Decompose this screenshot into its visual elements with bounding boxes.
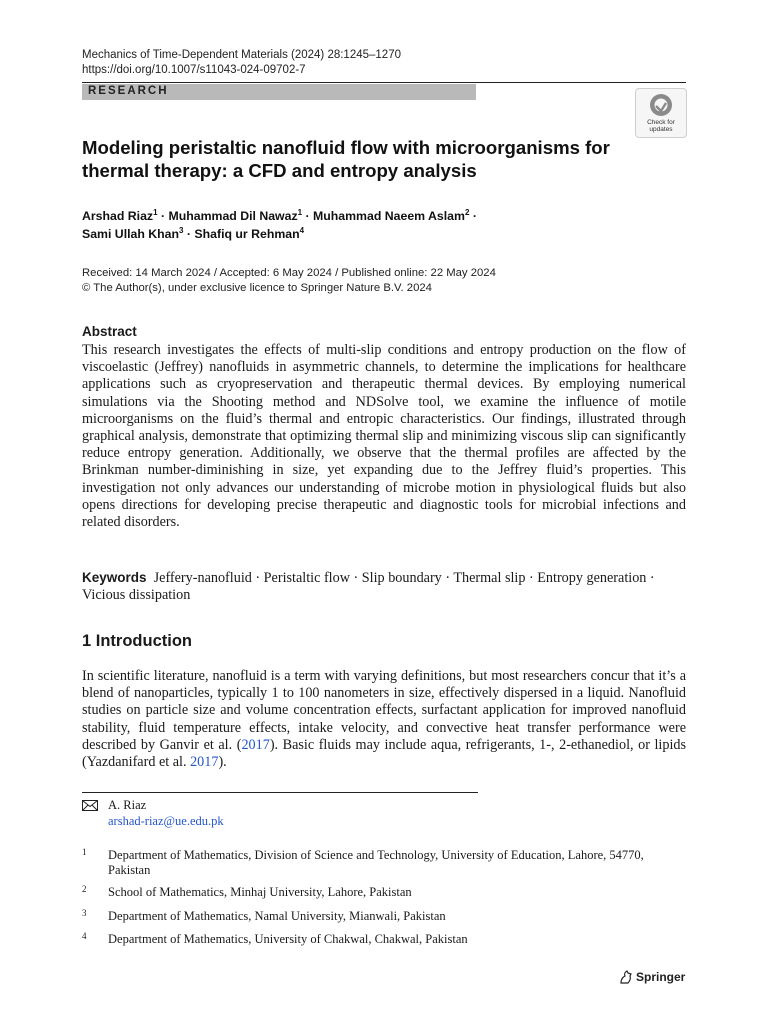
author-affiliation-marker: 4 [299, 225, 305, 235]
journal-citation: Mechanics of Time-Dependent Materials (2024) 28:1245–1270 [82, 49, 401, 61]
author-name[interactable]: Shafiq ur Rehman [194, 227, 300, 241]
keywords-label: Keywords [82, 570, 147, 585]
affiliation-number: 3 [82, 908, 87, 918]
check-badge-line-1: Check for [647, 119, 675, 126]
keywords-block [82, 569, 686, 604]
intro-text-part: ). [218, 754, 227, 771]
affiliation-text: Department of Mathematics, Namal University, Mianwali, Pakistan [108, 909, 446, 923]
section-label-bar [82, 84, 476, 100]
author-affiliation-marker: 2 [464, 207, 470, 217]
author-name[interactable]: Sami Ullah Khan [82, 227, 180, 241]
affiliation-item [82, 909, 686, 924]
affiliation-number: 4 [82, 931, 87, 941]
author-affiliation-marker: 1 [297, 207, 303, 217]
journal-header [82, 48, 401, 78]
affiliation-item [82, 932, 686, 947]
copyright-line: © The Author(s), under exclusive licence to Springer Nature B.V. 2024 [82, 282, 432, 294]
affiliation-number: 2 [82, 884, 87, 894]
publication-dates [82, 266, 496, 296]
keywords-text: Jeffery-nanofluid · Peristaltic flow · Slip boundary · Thermal slip · Entropy generation · Vicious dissipation [82, 570, 655, 603]
springer-horse-icon [619, 970, 633, 984]
publisher-name: Springer [636, 970, 686, 984]
citation-link[interactable]: 2017 [241, 736, 270, 753]
intro-text-part: ). Basic fluids may include aqua, refrigerants, 1-, 2-ethanediol, or lipids (Yazdanifard et al. [82, 736, 686, 771]
header-rule [82, 82, 686, 83]
author-affiliation-marker: 3 [179, 225, 184, 235]
affiliation-item [82, 848, 686, 878]
publisher-logo [619, 970, 685, 984]
author-name[interactable]: Muhammad Dil Nawaz [168, 209, 298, 223]
doi-link[interactable]: https://doi.org/10.1007/s11043-024-09702-7 [82, 64, 306, 76]
footnote-rule [82, 792, 478, 793]
abstract-heading: Abstract [82, 324, 137, 339]
corresponding-author-name: A. Riaz [108, 798, 147, 812]
author-name[interactable]: Muhammad Naeem Aslam [313, 209, 465, 223]
corresponding-author [82, 797, 224, 828]
check-for-updates-badge[interactable] [635, 88, 687, 138]
citation-link[interactable]: 2017 [190, 754, 219, 771]
affiliation-item [82, 885, 686, 900]
check-for-updates-icon [649, 93, 673, 117]
affiliation-text: Department of Mathematics, Division of Science and Technology, University of Education, Lahore, 54770, Pakistan [108, 848, 644, 877]
author-affiliation-marker: 1 [153, 207, 158, 217]
affiliation-text: Department of Mathematics, University of Chakwal, Chakwal, Pakistan [108, 932, 468, 946]
envelope-icon [82, 799, 100, 815]
affiliation-text: School of Mathematics, Minhaj University, Lahore, Pakistan [108, 885, 412, 899]
author-name[interactable]: Arshad Riaz [82, 209, 154, 223]
history-dates: Received: 14 March 2024 / Accepted: 6 May 2024 / Published online: 22 May 2024 [82, 267, 496, 279]
corresponding-email-link[interactable]: arshad-riaz@ue.edu.pk [108, 814, 224, 828]
introduction-heading: 1 Introduction [82, 632, 192, 650]
check-badge-line-2: updates [649, 126, 673, 133]
article-title: Modeling peristaltic nanofluid flow with microorganisms for thermal therapy: a CFD and entropy analysis [82, 137, 610, 181]
intro-text-part: In scientific literature, nanofluid is a term with varying definitions, but most researchers concur that it’s a blend of nanoparticles, typically 1 to 100 nanometers in size, effectively dispersed in a liquid. Nanofluid studies on particle size and volume concentration effects, surfactant application for improved nanofluid stability, fluid temperature effects, intake velocity, and convective heat transfer performance were described by Ganvir et al. ( [82, 668, 686, 753]
affiliation-number: 1 [82, 847, 87, 857]
section-label: RESEARCH [88, 85, 169, 97]
abstract-text: This research investigates the effects of multi-slip conditions and entropy production on the flow of viscoelastic (Jeffrey) nanofluids in asymmetric channels, to determine the implications for healthcare applications such as cryopreservation and therapeutic thermal devices. By employing numerical simulations via the Shooting method and NDSolve tool, we examine the influence of motile microorganisms on the fluid’s thermal and entropic characteristics. Our findings, illustrated through graphical analysis, demonstrate that optimizing thermal slip and minimizing viscous slip can significantly reduce entropy generation. Additionally, we observe that the thermal profiles are affected by the Brinkman number-diminishing in size, yet expanding due to the Jeffrey fluid’s properties. This investigation not only advances our understanding of microbe motion in physiological fluids but also opens directions for developing precise therapeutic and diagnostic tools for microbial infections and related disorders. [82, 342, 686, 531]
author-list: Arshad Riaz$^1$ · Muhammad Dil Nawaz$^1$ · Muhammad Naeem Aslam$^2$ · Sami Ullah Khan$^3$ · Shafiq ur Rehman$^4$ [82, 207, 477, 241]
introduction-text [82, 668, 686, 771]
